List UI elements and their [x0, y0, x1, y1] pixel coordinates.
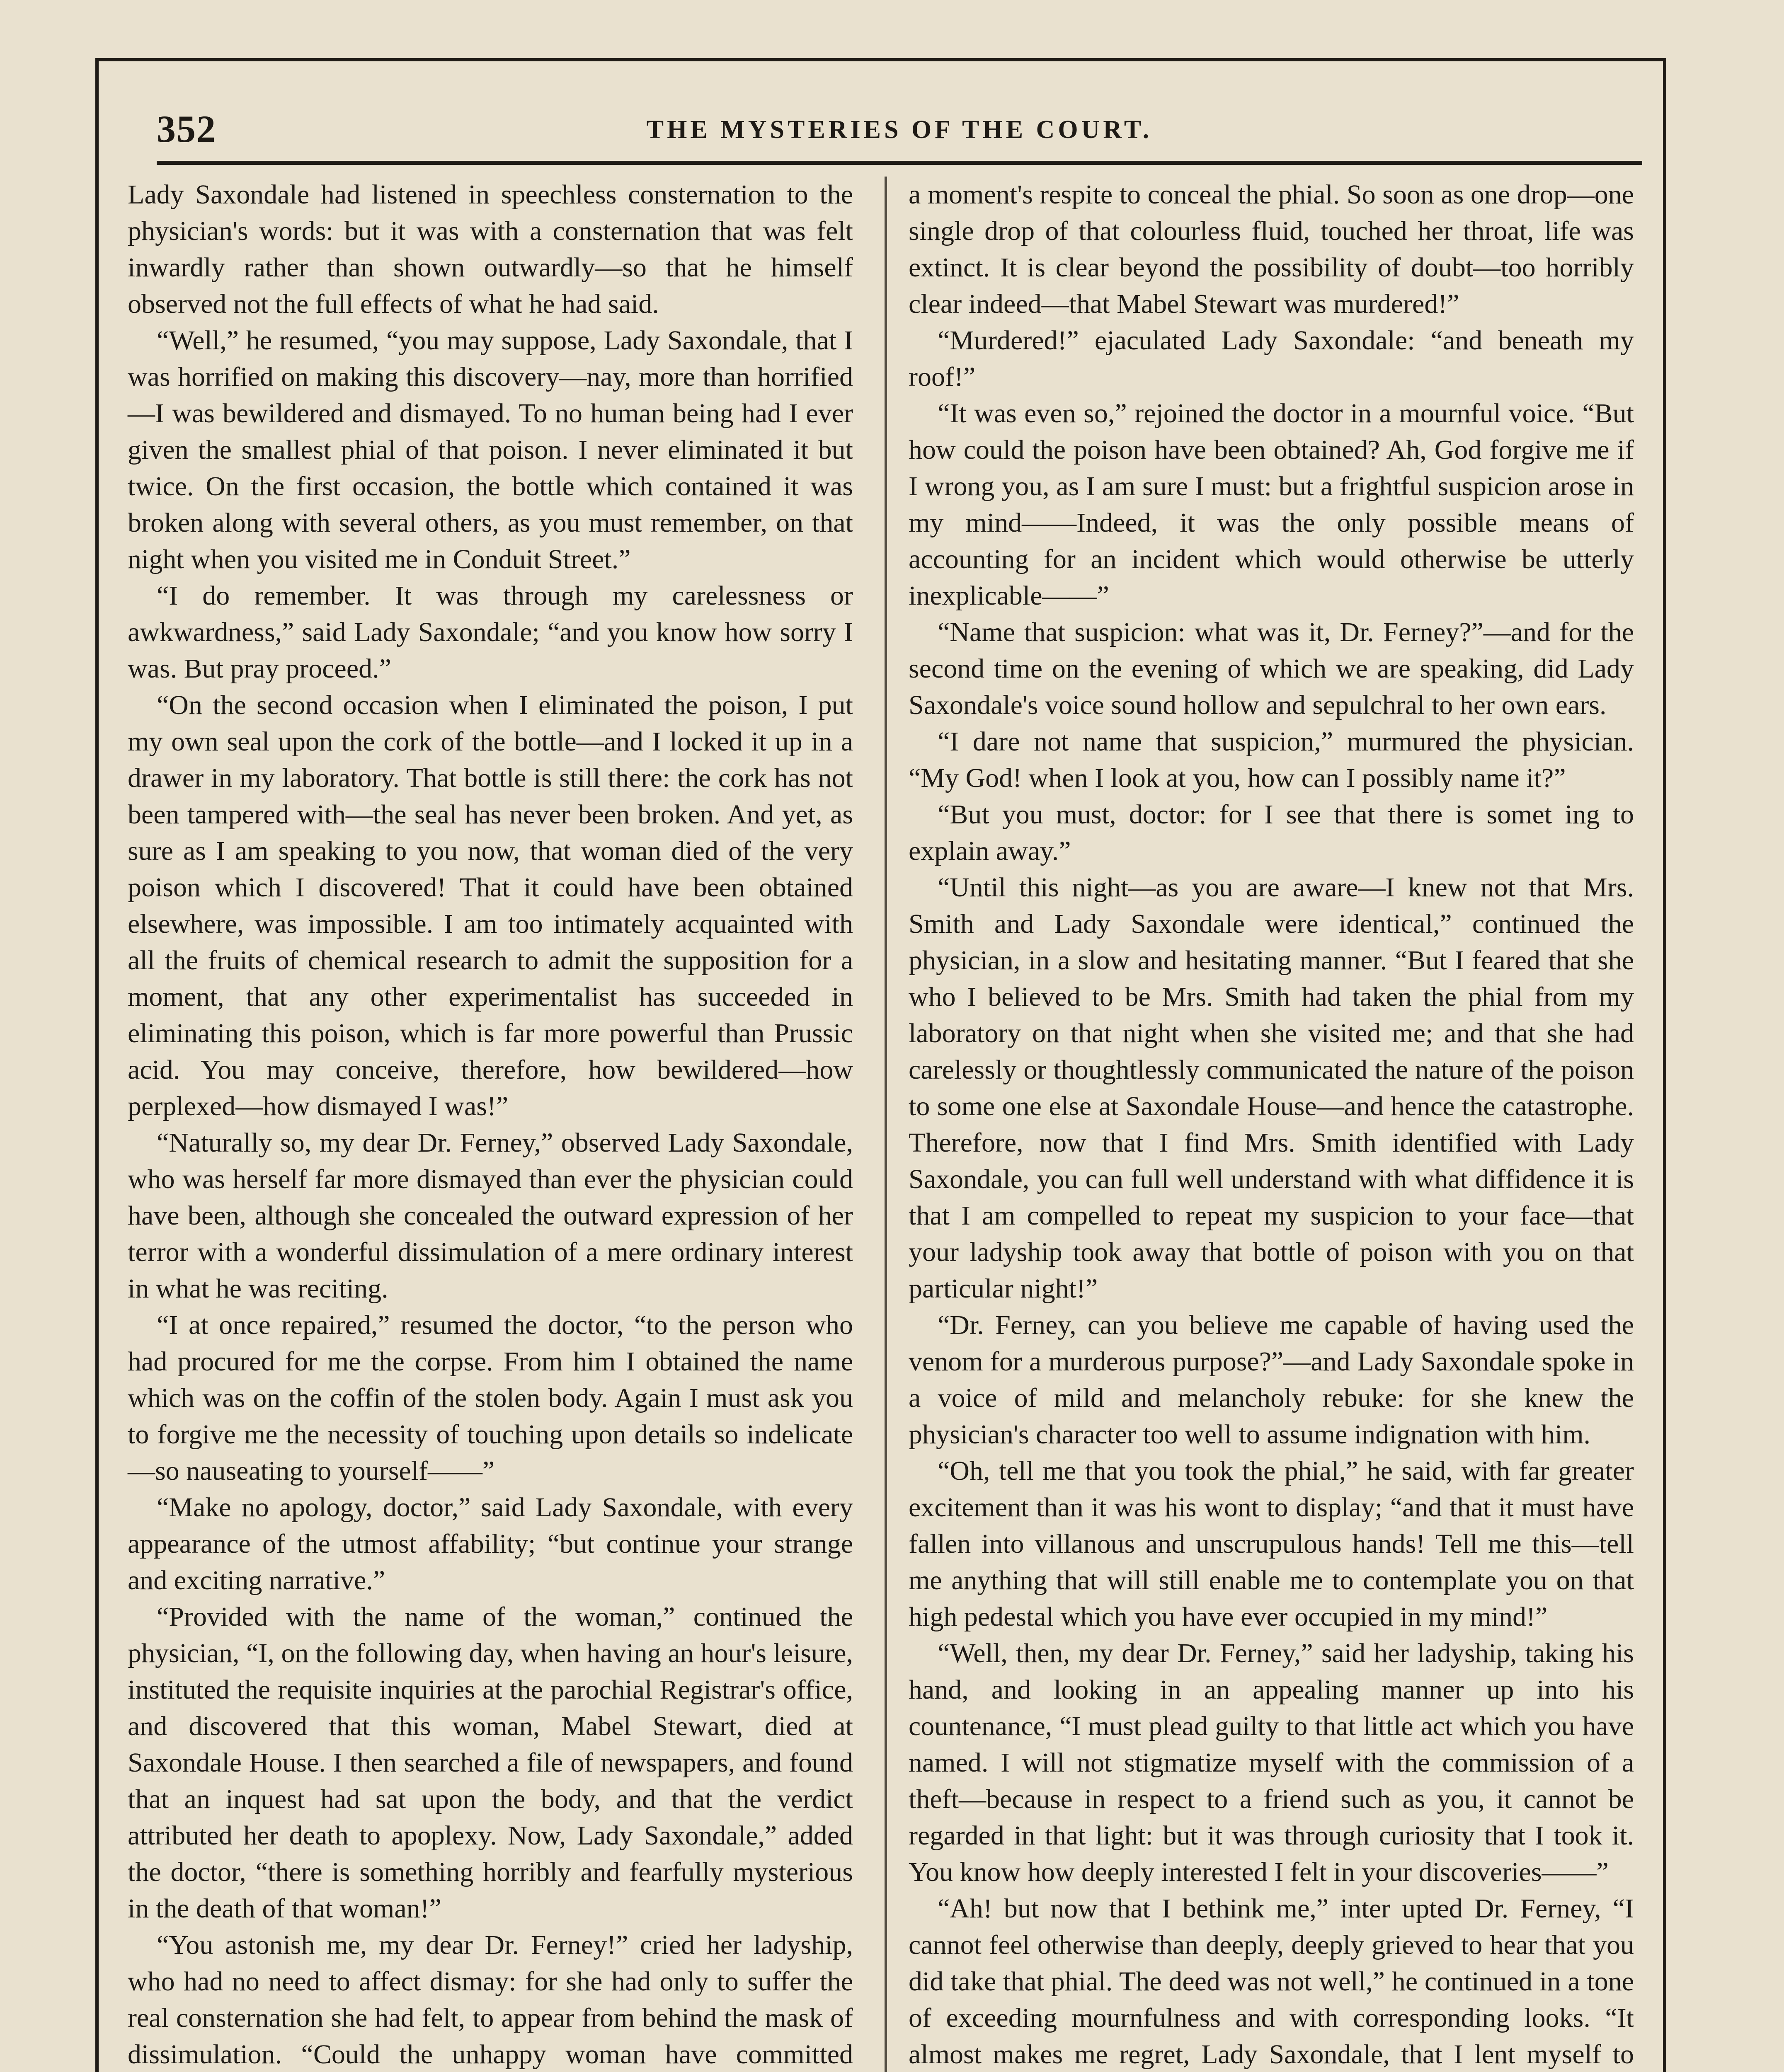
paragraph: “Provided with the name of the woman,” continued the physician, “I, on the following day, when having an hour's leisure, instituted the requisite inquiries at the parochial Registrar's office, and discovered that this woman, Mabel Stewart, died at Saxondale House. I then searched a file of newspapers, and found that an inquest had sat upon the body, and that the verdict attributed her death to apoplexy. Now, Lady Saxondale,” added the doctor, “there is something horribly and fearfully mysterious in the death of that woman!”: [128, 1602, 853, 1924]
paragraph: a moment's respite to conceal the phial. So soon as one drop—one single drop of that colourless fluid, touched her throat, life was extinct. It is clear beyond the possibility of doubt—too horribly clear indeed—that Mabel Stewart was murdered!”: [909, 179, 1634, 319]
page-frame: [95, 58, 1666, 2072]
left-column: [128, 177, 853, 2072]
paragraph: “Well, then, my dear Dr. Ferney,” said her ladyship, taking his hand, and looking in an appealing manner up into his countenance, “I must plead guilty to that little act which you have named. I will not stigmatize myself with the commission of a theft—because in respect to a friend such as you, it cannot be regarded in that light: but it was through curiosity that I took it. You know how deeply interested I felt in your discoveries——”: [909, 1638, 1634, 1887]
paragraph: “Murdered!” ejaculated Lady Saxondale: “and beneath my roof!”: [909, 325, 1634, 392]
paragraph: “Naturally so, my dear Dr. Ferney,” observed Lady Saxondale, who was herself far more dismayed than ever the physician could have been, although she concealed the outward expression of her terror with a wonderful dissimulation of a mere ordinary interest in what he was reciting.: [128, 1128, 853, 1304]
paragraph: “You astonish me, my dear Dr. Ferney!” cried her ladyship, who had no need to affect dismay: for she had only to suffer the real consternation she had felt, to appear from behind the mask of dissimulation. “Could the unhappy woman have committed: [128, 1930, 853, 2070]
paragraph: “Oh, tell me that you took the phial,” he said, with far greater excitement than it was his wont to display; “and that it must have fallen into villanous and unscrupulous hands! Tell me this—tell me anything that will still enable me to contemplate you on that high pedestal which you have ever occupied in my mind!”: [909, 1456, 1634, 1632]
paragraph: “I do remember. It was through my carelessness or awkwardness,” said Lady Saxondale; “and you know how sorry I was. But pray proceed.”: [128, 581, 853, 684]
paragraph: “On the second occasion when I eliminated the poison, I put my own seal upon the cork of the bottle—and I locked it up in a drawer in my laboratory. That bottle is still there: the cork has not been tampered with—the seal has never been broken. And yet, as sure as I am speaking to you now, that woman died of the very poison which I discovered! That it could have been obtained elsewhere, was impossible. I am too intimately acquainted with all the fruits of chemical research to admit the supposition for a moment, that any other experimentalist has succeeded in eliminating this poison, which is far more powerful than Prussic acid. You may conceive, therefore, how bewildered—how perplexed—how dismayed I was!”: [128, 690, 853, 1121]
column-rule: [885, 177, 887, 2072]
right-column: [909, 177, 1634, 2072]
paragraph: “It was even so,” rejoined the doctor in a mournful voice. “But how could the poison have been obtained? Ah, God forgive me if I wrong you, as I am sure I must: but a frightful suspicion arose in my mind——Indeed, it was the only possible means of accounting for an incident which would otherwise be utterly inexplicable——”: [909, 398, 1634, 611]
paragraph: “I at once repaired,” resumed the doctor, “to the person who had procured for me the corpse. From him I obtained the name which was on the coffin of the stolen body. Again I must ask you to forgive me the necessity of touching upon details so indelicate—so nauseating to yourself——”: [128, 1310, 853, 1486]
paragraph: “Until this night—as you are aware—I knew not that Mrs. Smith and Lady Saxondale were identical,” continued the physician, in a slow and hesitating manner. “But I feared that she who I believed to be Mrs. Smith had taken the phial from my laboratory on that night when she visited me; and that she had carelessly or thoughtlessly communicated the nature of the poison to some one else at Saxondale House—and hence the catastrophe. Therefore, now that I find Mrs. Smith identified with Lady Saxondale, you can full well understand with what diffidence it is that I am compelled to repeat my suspicion to your face—that your ladyship took away that bottle of poison with you on that particular night!”: [909, 872, 1634, 1304]
paragraph: “Make no apology, doctor,” said Lady Saxondale, with every appearance of the utmost affability; “but continue your strange and exciting narrative.”: [128, 1492, 853, 1595]
paragraph: “Dr. Ferney, can you believe me capable of having used the venom for a murderous purpose?”—and Lady Saxondale spoke in a voice of mild and melancholy rebuke: for she knew the physician's character too well to assume indignation with him.: [909, 1310, 1634, 1450]
paragraph: Lady Saxondale had listened in speechless consternation to the physician's words: but it was with a consternation that was felt inwardly rather than shown outwardly—so that he himself observed not the full effects of what he had said.: [128, 179, 853, 319]
page-header: [157, 99, 1642, 165]
paragraph: “Ah! but now that I bethink me,” inter upted Dr. Ferney, “I cannot feel otherwise than deeply, deeply grieved to hear that you did take that phial. The deed was not well,” he continued in a tone of exceeding mournfulness and with corresponding looks. “It almost makes me regret, Lady Saxondale, that I lent myself to: [909, 1893, 1634, 2070]
text-columns: [128, 177, 1634, 2072]
paragraph: “But you must, doctor: for I see that there is somet ing to explain away.”: [909, 799, 1634, 866]
running-title: THE MYSTERIES OF THE COURT.: [646, 116, 1153, 144]
page-number: 352: [157, 108, 216, 150]
paragraph: “I dare not name that suspicion,” murmured the physician. “My God! when I look at you, how can I possibly name it?”: [909, 726, 1634, 793]
paragraph: “Well,” he resumed, “you may suppose, Lady Saxondale, that I was horrified on making this discovery—nay, more than horrified—I was bewildered and dismayed. To no human being had I ever given the smallest phial of that poison. I never eliminated it but twice. On the first occasion, the bottle which contained it was broken along with several others, as you must remember, on that night when you visited me in Conduit Street.”: [128, 325, 853, 574]
paragraph: “Name that suspicion: what was it, Dr. Ferney?”—and for the second time on the evening of which we are speaking, did Lady Saxondale's voice sound hollow and sepulchral to her own ears.: [909, 617, 1634, 720]
